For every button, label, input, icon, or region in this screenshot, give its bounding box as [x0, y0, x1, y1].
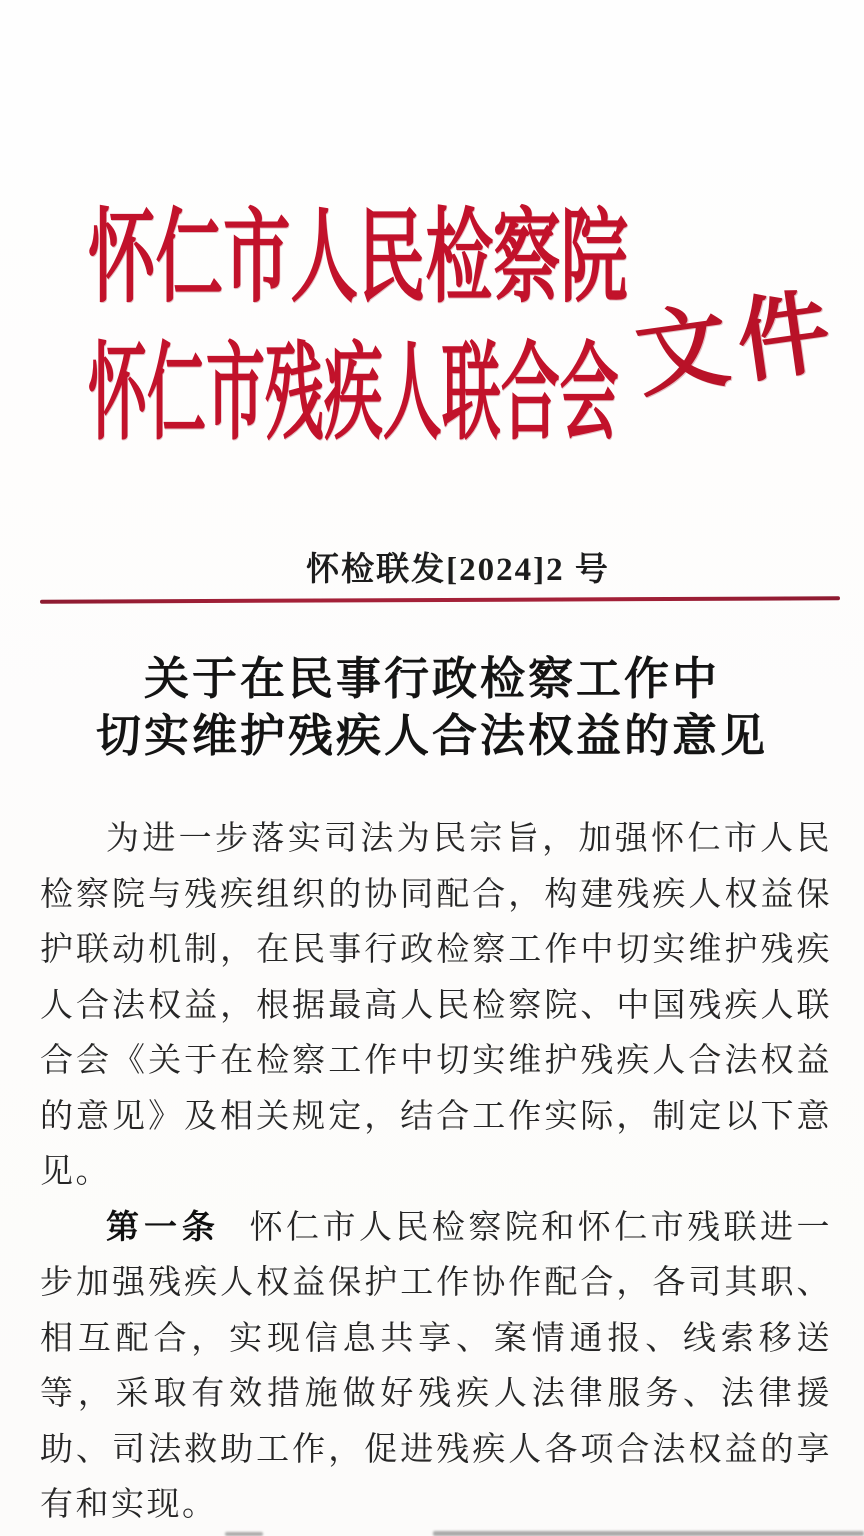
scan-edge-smudge [433, 1531, 864, 1536]
body-paragraph-2 [40, 1201, 832, 1534]
document-title [0, 650, 864, 764]
document-title-line-1: 关于在民事行政检察工作中 [143, 653, 720, 704]
document-title-line-2: 切实维护残疾人合法权益的意见 [95, 710, 768, 761]
article-1-label: 第一条 [106, 1209, 220, 1246]
document-number: 怀检联发[2024]2 号 [306, 552, 610, 588]
body-paragraph-1: 为进一步落实司法为民宗旨，加强怀仁市人民检察院与残疾组织的协同配合，构建残疾人权益保护联动机制，在民事行政检察工作中切实维护残疾人合法权益，根据最高人民检察院、中国残疾人联合会《关于在检察工作中切实维护残疾人合法权益的意见》及相关规定，结合工作实际，制定以下意见。 [40, 821, 832, 1190]
document-body [40, 812, 832, 1534]
document-word: 文件 [629, 279, 847, 409]
article-1-text: 怀仁市人民检察院和怀仁市残联进一步加强残疾人权益保护工作协作配合，各司其职、相互配合，实现信息共享、案情通报、线索移送等，采取有效措施做好残疾人法律服务、法律援助、司法救助工作，促进残疾人各项合法权益的享有和实现。 [40, 1209, 833, 1523]
red-divider-rule [40, 596, 840, 603]
issuer-org-name-1: 怀仁市人民检察院 [88, 201, 628, 316]
issuer-org-name-2: 怀仁市残疾人联合会 [88, 335, 619, 454]
scan-edge-smudge [225, 1532, 263, 1536]
